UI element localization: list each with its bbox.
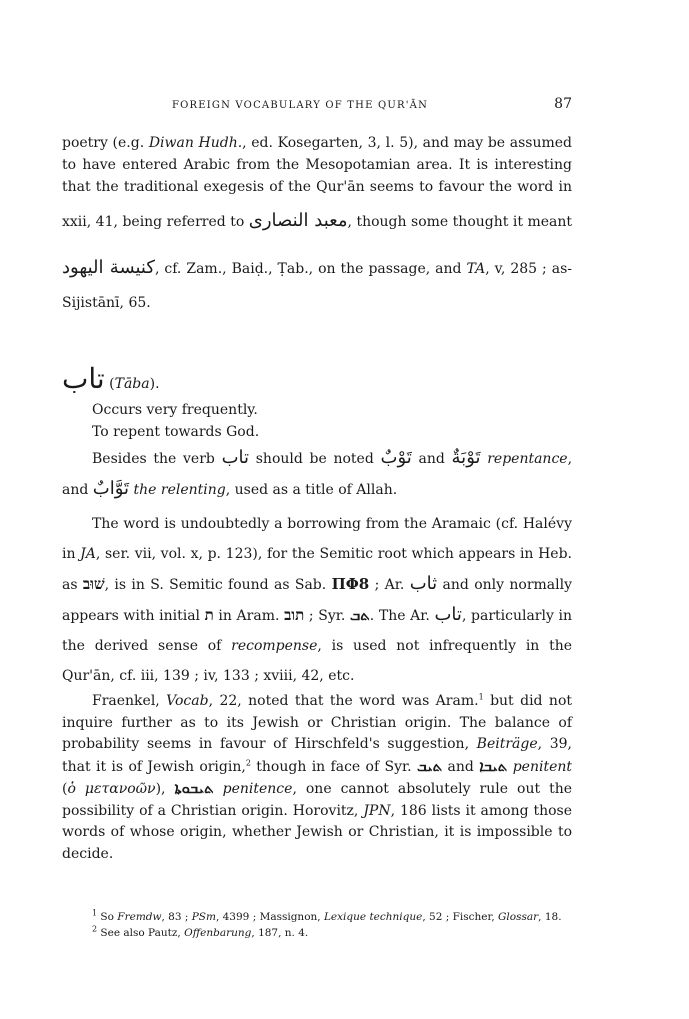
text-run: , 39, that it is of Jewish origin,: [62, 736, 572, 775]
arabic-word: تاب: [434, 604, 462, 625]
syriac-word: ܬܝܒܘܬܐ: [174, 779, 214, 797]
citation-psm: PSm: [191, 911, 216, 923]
text-run: , v, 285 ; as-Sijistānī, 65.: [62, 261, 573, 311]
text-run: poetry (e.g.: [62, 135, 149, 151]
hebrew-word: שׁוּב: [82, 575, 105, 593]
citation-glossar: Glossar: [498, 911, 539, 923]
citation-diwan: Diwan Hudh.: [148, 135, 243, 151]
entry-occurrence: Occurs very frequently.: [92, 402, 258, 418]
footnote-2: [62, 925, 572, 941]
footnote-marker: 1: [92, 908, 98, 918]
text-run: , though some thought it meant: [347, 214, 573, 230]
transliteration: Tāba: [114, 376, 150, 392]
footnote-1: [62, 909, 572, 925]
sabaean-word: ΠΦ8: [331, 575, 370, 593]
text-run: ).: [149, 376, 160, 392]
gloss-relenting: the relenting: [133, 482, 226, 498]
entry-meaning: To repent towards God.: [92, 424, 260, 440]
footnote-ref-1[interactable]: 1: [478, 692, 484, 702]
text-run: , 186 lists it among those words of whose origin, whether Jewish or Christian, it is impossible to decide.: [62, 802, 573, 862]
text-run: , one cannot absolutely rule out the possibility of a Christian origin. Horovitz,: [62, 781, 573, 819]
text-run: , is used not infrequently in the Qur'ān, cf. iii, 139 ; iv, 133 ; xviii, 42, etc.: [62, 638, 573, 684]
entry-headword: [62, 364, 572, 399]
text-run: , 18.: [538, 911, 562, 923]
text-run: ),: [155, 781, 175, 797]
paragraph-continuation: [62, 132, 572, 314]
arabic-word: تَوَّابٌ: [92, 478, 130, 499]
text-run: , 22, noted that the word was Aram.: [208, 693, 479, 709]
citation-lexique: Lexique technique: [323, 911, 423, 923]
text-run: So: [97, 911, 118, 923]
text-run: See also Pautz,: [97, 927, 185, 939]
paragraph-forms: [62, 443, 572, 505]
arabic-phrase: كنيسة اليهود: [62, 257, 155, 278]
text-run: but did not inquire further as to its Jewish or Christian origin. The balance of probability seems in favour of Hirschfeld's suggestion,: [62, 693, 572, 752]
arabic-headword: تاب: [62, 362, 105, 395]
gloss-recompense: recompense: [231, 638, 318, 654]
body-text: [62, 132, 572, 865]
text-run: , ser. vii, vol. x, p. 123), for the Semitic root which appears in Heb. as: [62, 546, 572, 593]
section-gap: [62, 314, 572, 364]
citation-ta: TA: [466, 261, 486, 277]
gloss-repentance: repentance: [487, 451, 568, 467]
text-run: ; Syr.: [304, 608, 350, 624]
arabic-word: ثاب: [409, 573, 438, 594]
text-run: , cf. Zam., Baiḍ., Ṭab., on the passage, and: [154, 261, 467, 277]
text-run: , 4399 ; Massignon,: [215, 911, 324, 923]
text-run: . The Ar.: [369, 608, 435, 624]
citation-offenbarung: Offenbarung: [184, 927, 252, 939]
arabic-word: تَوْبٌ: [380, 447, 412, 468]
text-run: Besides the verb: [92, 451, 222, 467]
greek-phrase: ὁ μετανοῶν: [67, 781, 156, 797]
syriac-word: ܬܝܒܐ: [479, 756, 508, 775]
running-title: FOREIGN VOCABULARY OF THE QUR'ĀN: [172, 100, 429, 111]
text-run: ; Ar.: [369, 577, 410, 593]
text-run: , 83 ;: [161, 911, 192, 923]
arabic-phrase: معبد النصارى: [248, 210, 348, 231]
syriac-word: ܬܝܒ: [416, 756, 443, 775]
text-run: (: [62, 781, 68, 797]
text-run: , ed. Kosegarten, 3, l. 5), and may be assumed to have entered Arabic from the Mesopotamian area. It is interesting that the traditional exegesis of the Qur'ān seems to favour the word in xxii, 41, being referred to: [62, 135, 572, 230]
text-run: (: [109, 376, 115, 392]
text-run: and: [442, 758, 480, 775]
text-run: , used as a title of Allah.: [225, 482, 398, 498]
text-run: , 187, n. 4.: [251, 927, 309, 939]
footnote-marker: 2: [92, 924, 98, 934]
aramaic-word: תוב: [284, 606, 305, 624]
gloss-penitent: penitent: [512, 758, 573, 775]
text-run: , is in S. Semitic found as Sab.: [104, 577, 332, 593]
paragraph-origin: [62, 691, 572, 865]
page-number: 87: [554, 96, 572, 112]
citation-fremdw: Fremdw: [117, 911, 162, 923]
arabic-word: تَوْبَةٌ: [451, 447, 481, 468]
text-run: in Aram.: [213, 608, 285, 624]
text-run: Fraenkel,: [92, 693, 167, 709]
text-run: , and: [62, 451, 573, 498]
text-run: , 52 ; Fischer,: [422, 911, 499, 923]
footnotes: [62, 909, 572, 941]
footnote-ref-2[interactable]: 2: [245, 757, 251, 767]
hebrew-letter: ת: [204, 606, 214, 624]
text-run: The word is undoubtedly a borrowing from the Aramaic (cf. Halévy in: [62, 516, 572, 562]
text-run: should be noted: [249, 451, 381, 467]
citation-vocab: Vocab: [166, 693, 209, 709]
text-run: [214, 781, 223, 797]
syriac-word: ܬܒ: [349, 606, 370, 624]
citation-jpn: JPN: [363, 802, 391, 819]
arabic-word: تاب: [221, 447, 250, 468]
citation-beitrage: Beiträge: [476, 736, 538, 752]
citation-ja: JA: [80, 546, 96, 562]
text-run: though in face of Syr.: [250, 758, 417, 775]
running-head: [62, 96, 572, 116]
text-run: and only normally appears with initial: [62, 577, 573, 624]
gloss-penitence: penitence: [222, 781, 293, 797]
paragraph-etymology: [62, 509, 572, 691]
text-run: , particularly in the derived sense of: [62, 608, 572, 654]
text-run: and: [411, 451, 452, 467]
